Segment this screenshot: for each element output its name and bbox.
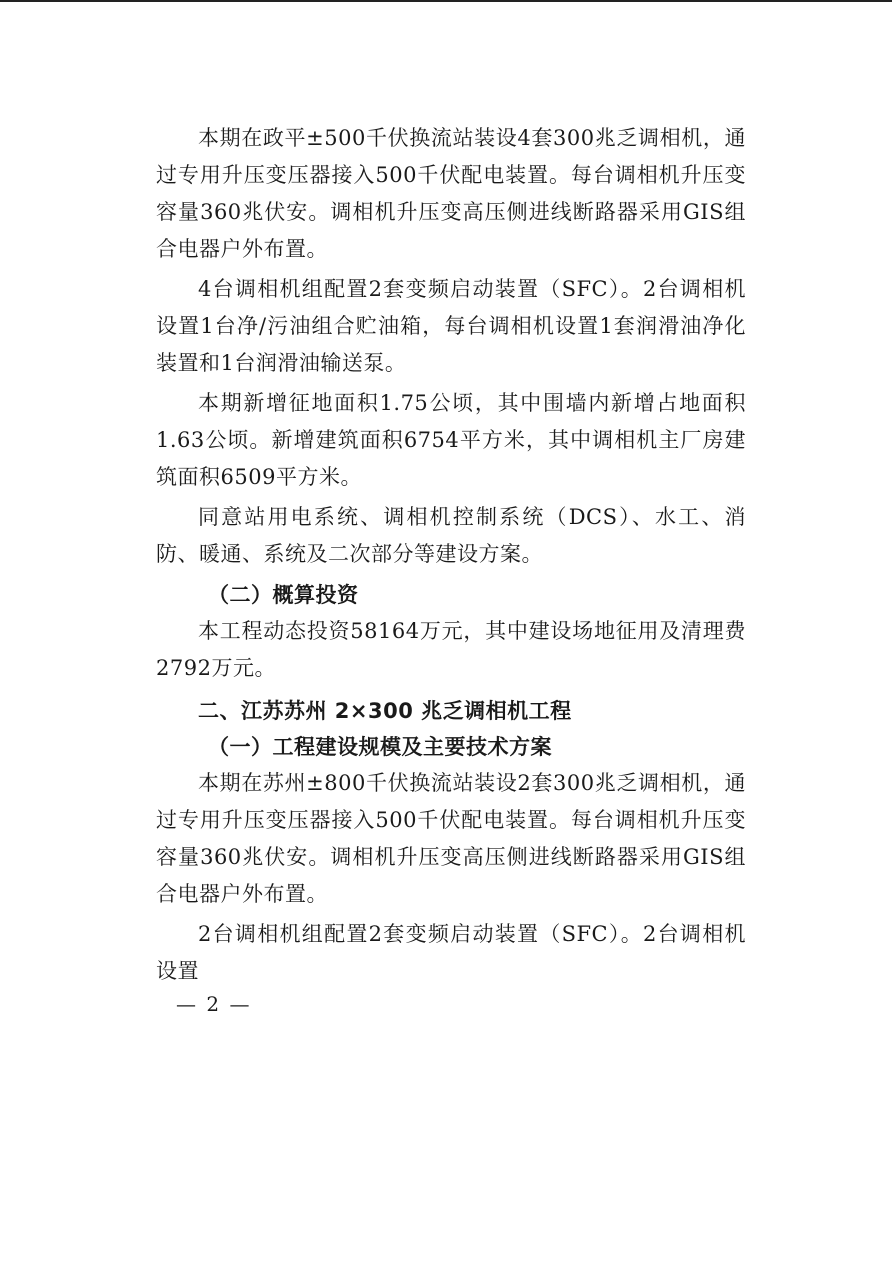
- paragraph-converter-station-1: 本期在政平±500千伏换流站装设4套300兆乏调相机，通过专用升压变压器接入500千伏配电装置。每台调相机升压变容量360兆伏安。调相机升压变高压侧进线断路器采用GIS组合电器户外布置。: [156, 126, 746, 261]
- paragraph-converter-station-2: 本期在苏州±800千伏换流站装设2套300兆乏调相机，通过专用升压变压器接入500千伏配电装置。每台调相机升压变容量360兆伏安。调相机升压变高压侧进线断路器采用GIS组合电器户外布置。: [156, 771, 746, 906]
- paragraph-land-area: 本期新增征地面积1.75公顷，其中围墙内新增占地面积1.63公顷。新增建筑面积6754平方米，其中调相机主厂房建筑面积6509平方米。: [156, 391, 746, 489]
- top-border-line: [0, 0, 892, 2]
- paragraph-sfc-2: 2台调相机组配置2套变频启动装置（SFC）。2台调相机设置: [156, 922, 746, 983]
- section-heading-suzhou: 二、江苏苏州 2×300 兆乏调相机工程: [198, 699, 572, 723]
- document-page: [156, 120, 746, 993]
- paragraph-auxiliary-systems: 同意站用电系统、调相机控制系统（DCS）、水工、消防、暖通、系统及二次部分等建设方案。: [156, 505, 746, 566]
- subheading-scale: （一）工程建设规模及主要技术方案: [208, 734, 552, 759]
- subheading-budget: （二）概算投资: [208, 582, 359, 607]
- paragraph-sfc-1: 4台调相机组配置2套变频启动装置（SFC）。2台调相机设置1台净/污油组合贮油箱，每台调相机设置1套润滑油净化装置和1台润滑油输送泵。: [156, 277, 746, 375]
- paragraph-budget: 本工程动态投资58164万元，其中建设场地征用及清理费2792万元。: [156, 619, 746, 680]
- page-number: — 2 —: [176, 992, 252, 1016]
